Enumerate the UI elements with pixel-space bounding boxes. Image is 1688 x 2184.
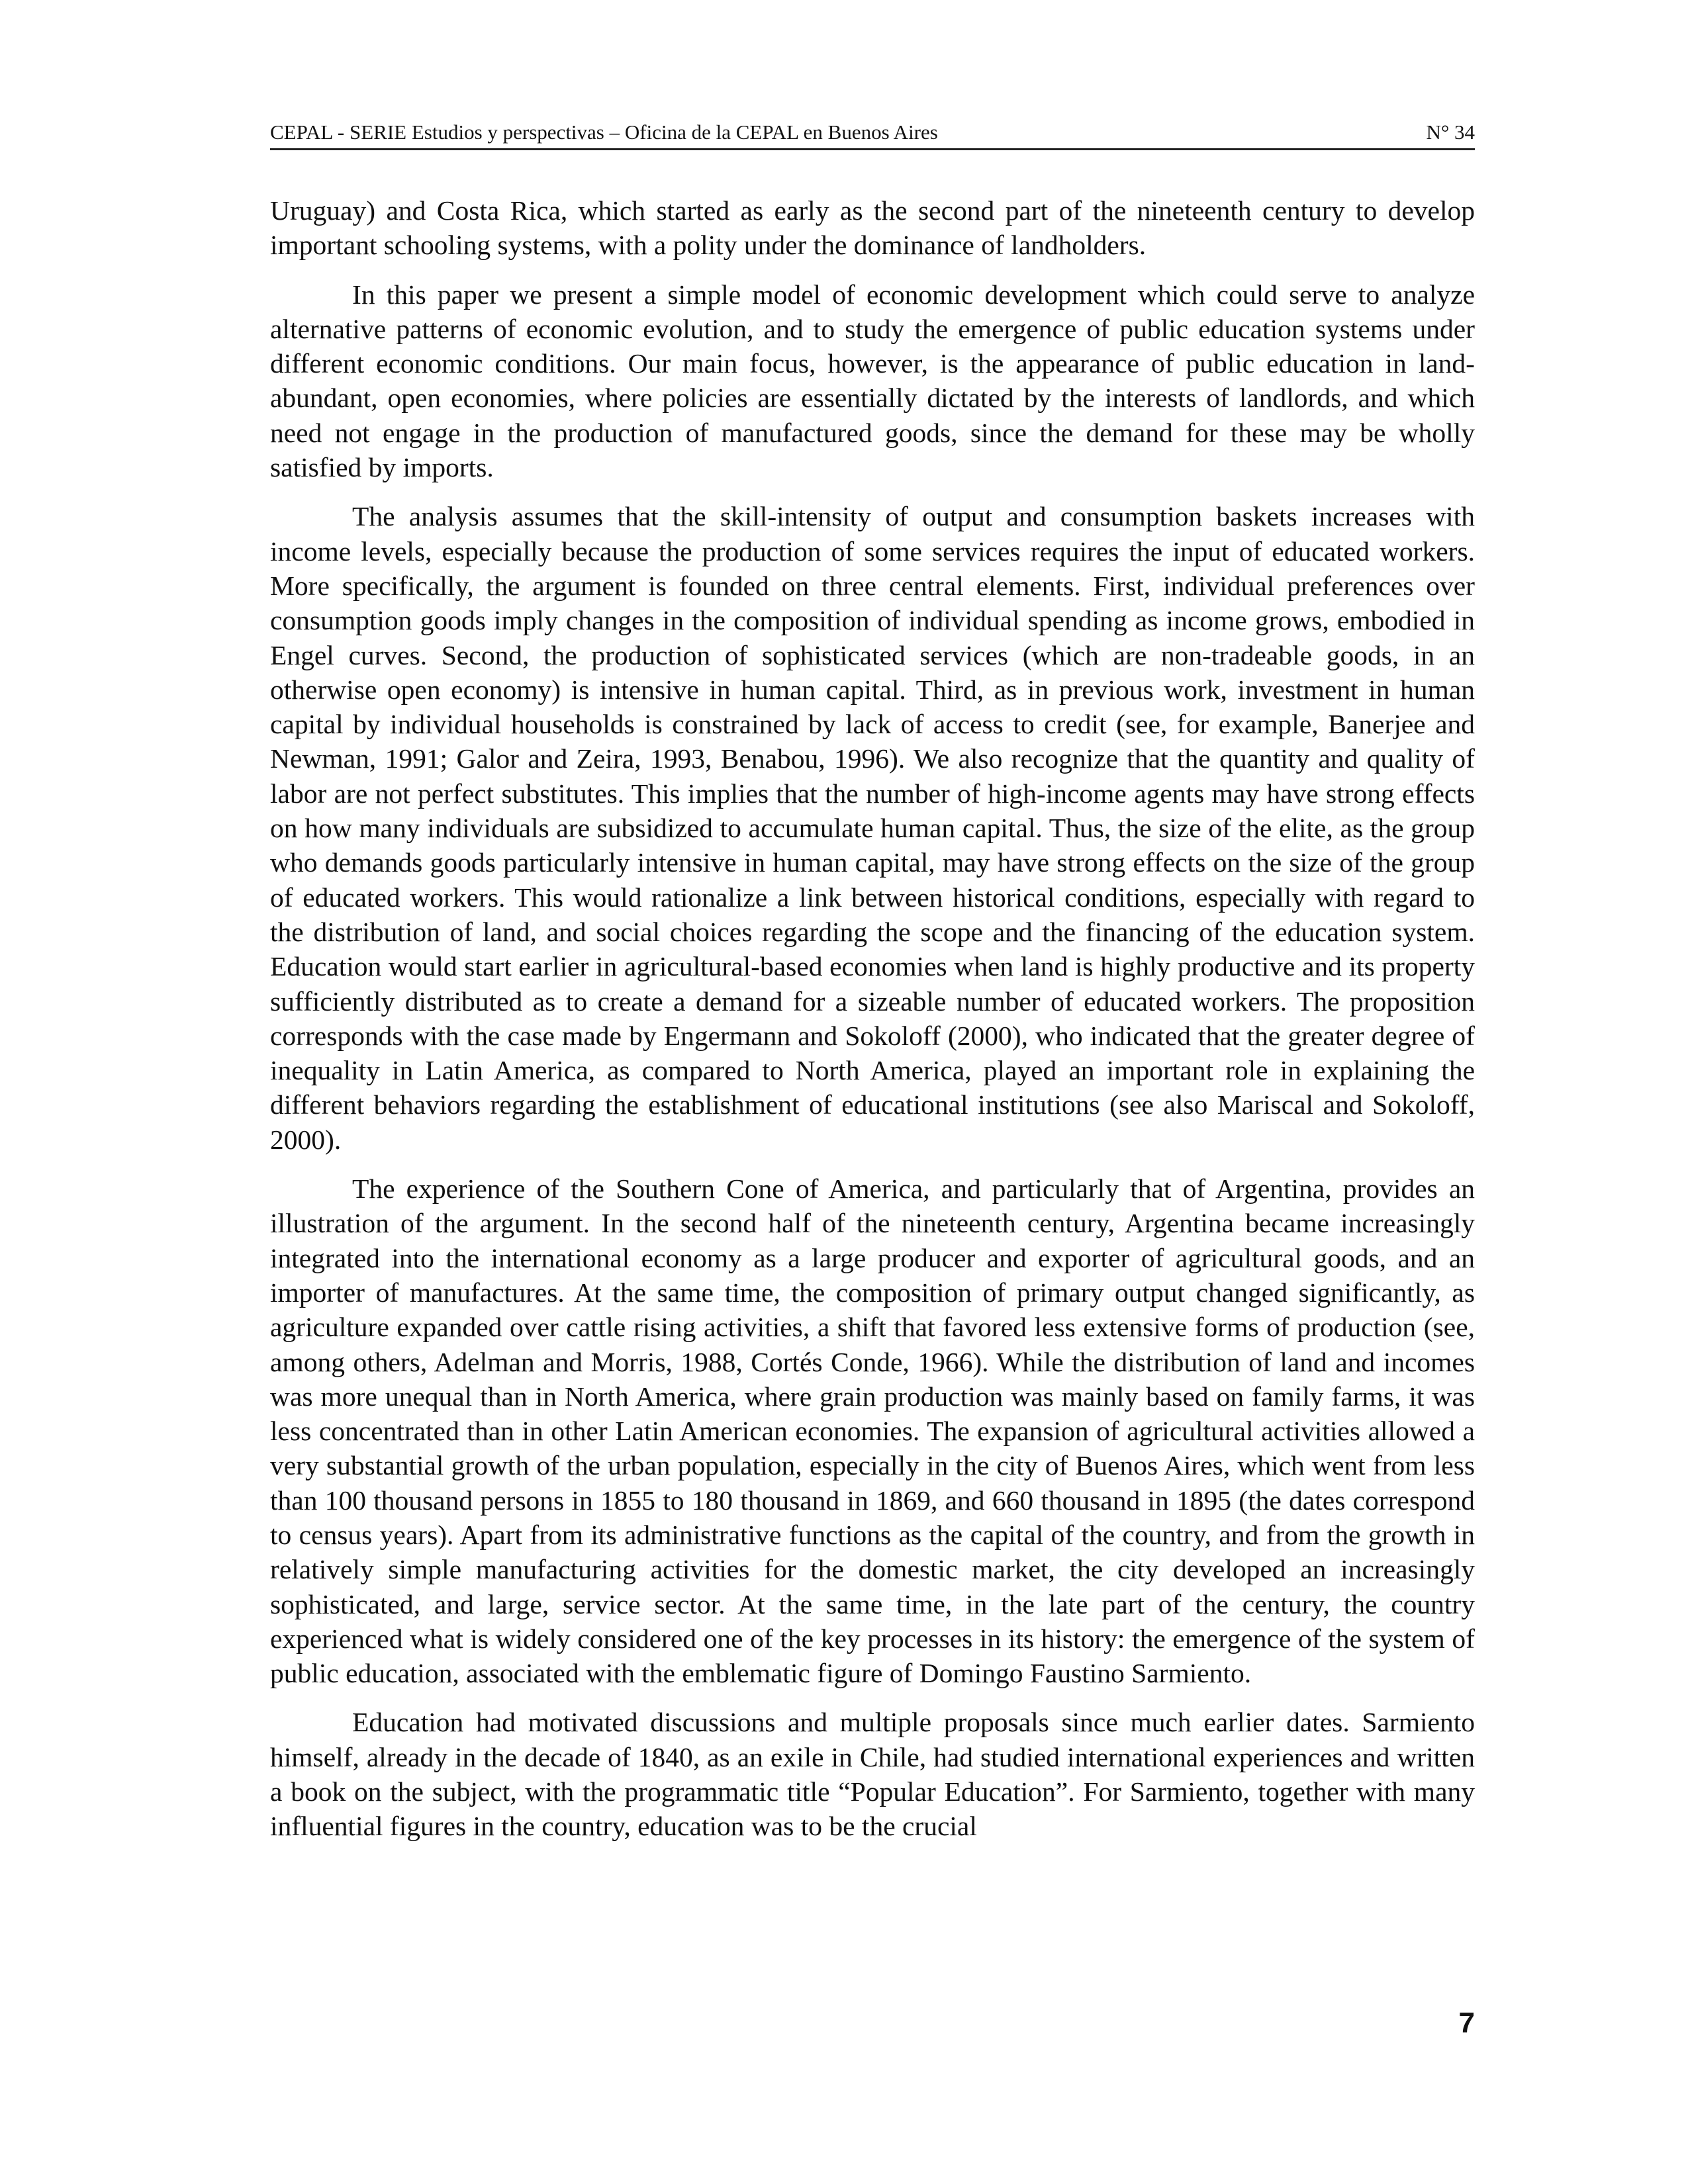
paragraph: Education had motivated discussions and multiple proposals since much earlier dates. Sarmiento himself, already in the decade of 1840, as an exile in Chile, had studied international experiences and written a book on the subject, with the programmatic title “Popular Education”. For Sarmiento, together with many influential figures in the country, education was to be the crucial (270, 1707, 1475, 1842)
paragraph: The analysis assumes that the skill-intensity of output and consumption baskets increases with income levels, especially because the production of some services requires the input of educated workers. More specifically, the argument is founded on three central elements. First, individual preferences over consumption goods imply changes in the composition of individual spending as income grows, embodied in Engel curves. Second, the production of sophisticated services (which are non-tradeable goods, in an otherwise open economy) is intensive in human capital. Third, as in previous work, investment in human capital by individual households is constrained by lack of access to credit (see, for example, Banerjee and Newman, 1991; Galor and Zeira, 1993, Benabou, 1996). We also recognize that the quantity and quality of labor are not perfect substitutes. This implies that the number of high-income agents may have strong effects on how many individuals are subsidized to accumulate human capital. Thus, the size of the elite, as the group who demands goods particularly intensive in human capital, may have strong effects on the size of the group of educated workers. This would rationalize a link between historical conditions, especially with regard to the distribution of land, and social choices regarding the scope and the financing of the education system. Education would start earlier in agricultural-based economies when land is highly productive and its property sufficiently distributed as to create a demand for a sizeable number of educated workers. The proposition corresponds with the case made by Engermann and Sokoloff (2000), who indicated that the greater degree of inequality in Latin America, as compared to North America, played an important role in explaining the different behaviors regarding the establishment of educational institutions (see also Mariscal and Sokoloff, 2000). (270, 501, 1475, 1155)
paragraph: In this paper we present a simple model of economic development which could serve to analyze alternative patterns of economic evolution, and to study the emergence of public education systems under different economic conditions. Our main focus, however, is the appearance of public education in land-abundant, open economies, where policies are essentially dictated by the interests of landlords, and which need not engage in the production of manufactured goods, since the demand for these may be wholly satisfied by imports. (270, 279, 1475, 483)
header-issue-number: N° 34 (1426, 120, 1475, 144)
paragraph-continued: Uruguay) and Costa Rica, which started as early as the second part of the nineteenth century to develop important schooling systems, with a polity under the dominance of landholders. (270, 195, 1475, 261)
header-publication-title: CEPAL - SERIE Estudios y perspectivas – Oficina de la CEPAL en Buenos Aires (270, 120, 938, 144)
body-text (270, 193, 1475, 1858)
paragraph: The experience of the Southern Cone of America, and particularly that of Argentina, provides an illustration of the argument. In the second half of the nineteenth century, Argentina became increasingly integrated into the international economy as a large producer and exporter of agricultural goods, and an importer of manufactures. At the same time, the composition of primary output changed significantly, as agriculture expanded over cattle rising activities, a shift that favored less extensive forms of production (see, among others, Adelman and Morris, 1988, Cortés Conde, 1966). While the distribution of land and incomes was more unequal than in North America, where grain production was mainly based on family farms, it was less concentrated than in other Latin American economies. The expansion of agricultural activities allowed a very substantial growth of the urban population, especially in the city of Buenos Aires, which went from less than 100 thousand persons in 1855 to 180 thousand in 1869, and 660 thousand in 1895 (the dates correspond to census years). Apart from its administrative functions as the capital of the country, and from the growth in relatively simple manufacturing activities for the domestic market, the city developed an increasingly sophisticated, and large, service sector. At the same time, in the late part of the century, the country experienced what is widely considered one of the key processes in its history: the emergence of the system of public education, associated with the emblematic figure of Domingo Faustino Sarmiento. (270, 1173, 1475, 1689)
running-header (270, 116, 1475, 150)
page-number: 7 (1458, 2007, 1475, 2039)
